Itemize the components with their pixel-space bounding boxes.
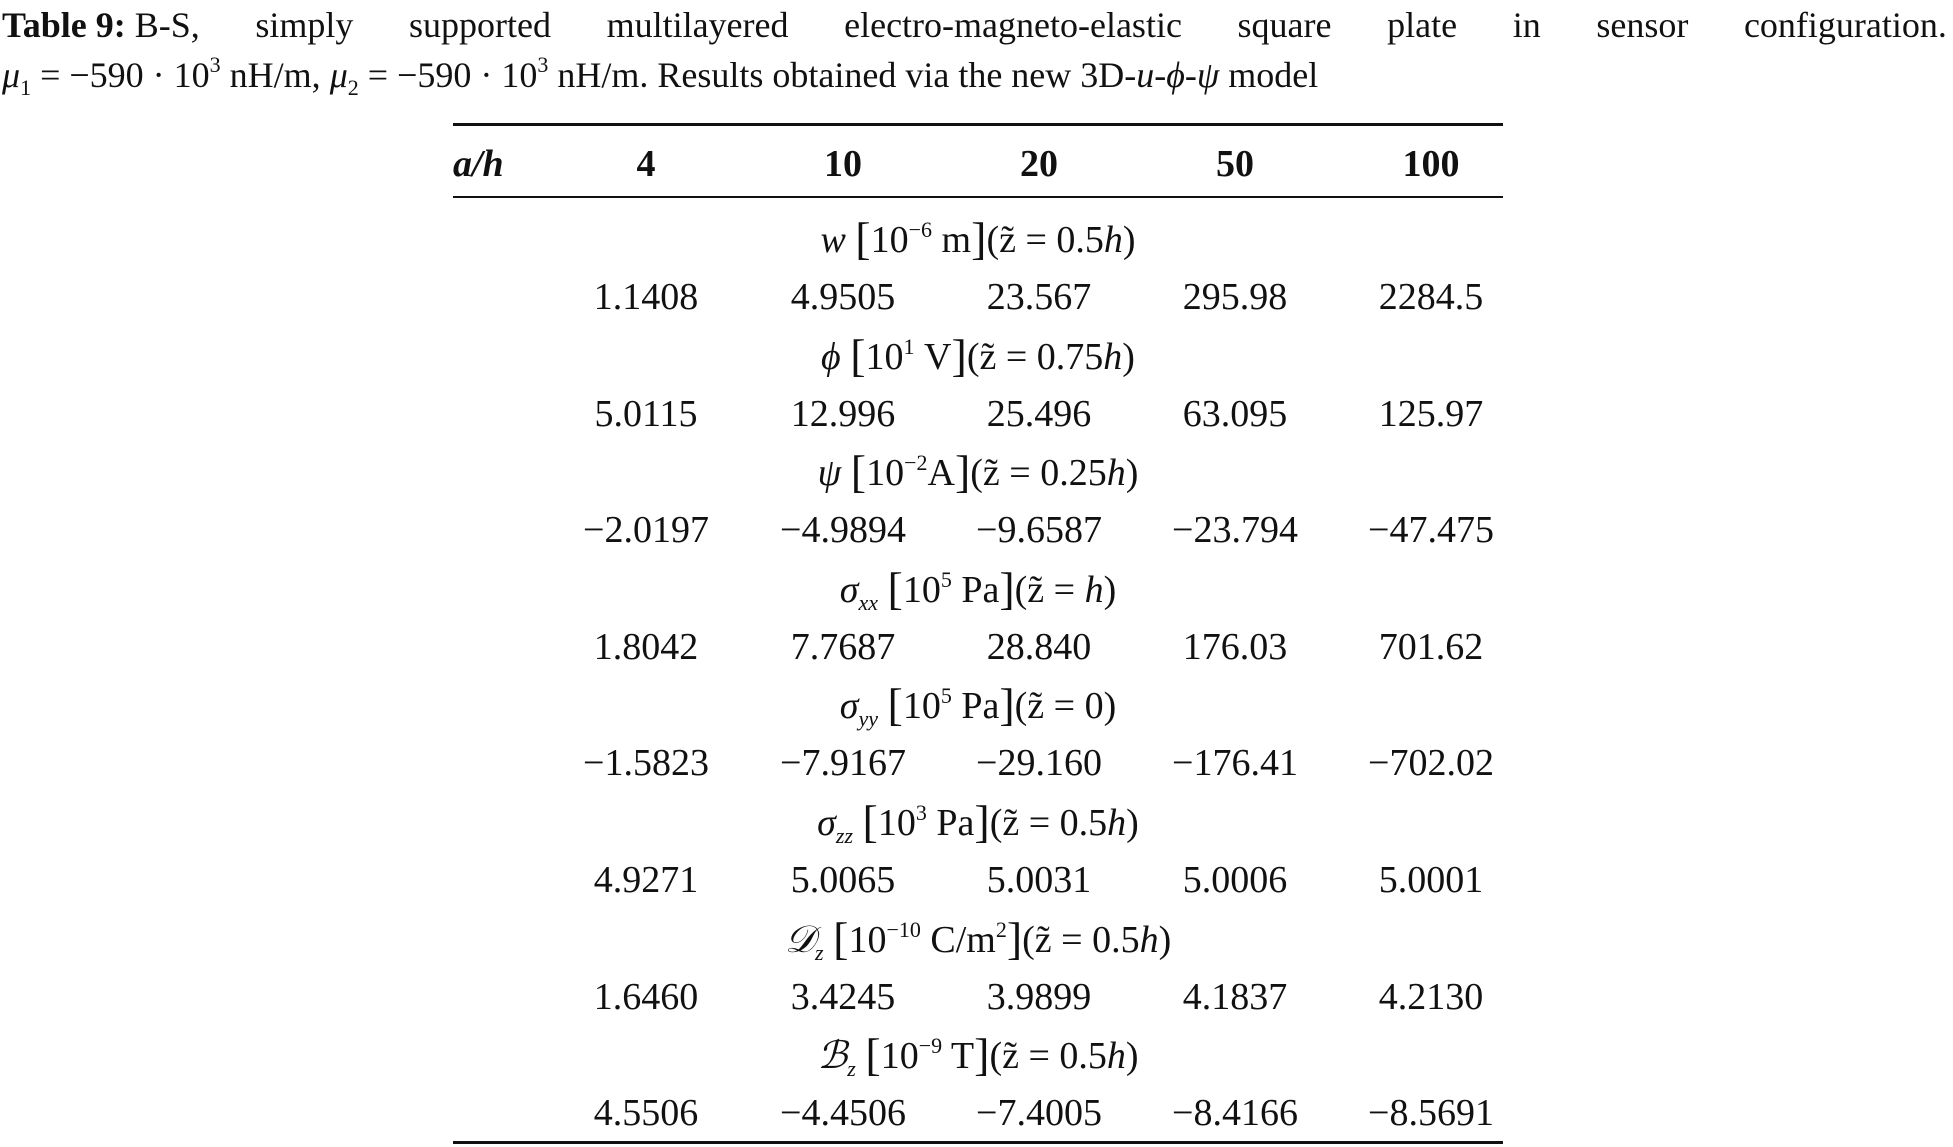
quantity-symbol: w <box>820 219 846 261</box>
value-cell: 5.0115 <box>594 392 698 435</box>
value-cell: −4.9894 <box>780 509 906 552</box>
section-heading-row: w [$10^{-6}$ m](z̃ = 0.5h) <box>820 213 1136 264</box>
table-top-rule <box>453 123 1503 126</box>
value-cell: −8.4166 <box>1172 1092 1298 1135</box>
evaluation-point: (z̃ = 0) <box>1014 685 1117 728</box>
unit: m <box>932 219 972 261</box>
value-cell: 25.496 <box>986 392 1092 435</box>
table-row <box>453 385 1503 443</box>
value-cell: −176.41 <box>1172 742 1298 785</box>
value-cell: 4.9505 <box>790 276 896 318</box>
value-cell: −23.794 <box>1172 509 1298 552</box>
scale-exponent: −2 <box>904 450 928 476</box>
quantity-symbol: σ <box>839 568 859 611</box>
evaluation-h: h <box>1103 219 1123 261</box>
scale-exponent: 5 <box>940 683 952 709</box>
value-cell: 28.840 <box>986 625 1092 668</box>
value-cell: −29.160 <box>976 742 1102 785</box>
caption-word: square <box>1237 5 1332 45</box>
caption-word: supported <box>408 5 551 45</box>
value-cell: 4.1837 <box>1182 975 1288 1018</box>
value-cell: −47.475 <box>1368 509 1494 552</box>
value-cell: 2284.5 <box>1378 276 1484 318</box>
table-row <box>453 1084 1503 1142</box>
value-cell: 12.996 <box>790 392 896 435</box>
table-row <box>453 268 1503 326</box>
header-cell: 10 <box>824 143 862 185</box>
quantity-symbol: ψ <box>817 452 842 495</box>
value-cell: −7.4005 <box>976 1092 1102 1135</box>
unit: Pa <box>926 802 975 844</box>
value-cell: 125.97 <box>1378 392 1484 435</box>
scale-exponent: −9 <box>918 1033 943 1059</box>
evaluation-h: h <box>1084 568 1104 611</box>
evaluation-point: (z̃ = 0.5 <box>989 802 1108 844</box>
scale-base: 10 <box>865 335 904 378</box>
table-header-row <box>453 135 1503 193</box>
section-heading-row: $\sigma_{yy}$ [$10^5$ Pa](z̃ = 0) <box>839 679 1117 732</box>
quantity-symbol: ϕ <box>821 335 841 378</box>
quantity-subscript: z <box>847 1056 856 1082</box>
value-cell: 4.9271 <box>593 859 699 901</box>
quantity-subscript: yy <box>858 706 878 732</box>
scale-base: 10 <box>902 568 941 611</box>
quantity-subscript: xx <box>858 589 878 615</box>
scale-base: 10 <box>870 219 909 261</box>
quantity-symbol: 𝒟 <box>784 918 816 961</box>
evaluation-h: h <box>1103 335 1123 378</box>
header-cell-a-over-h: a/h <box>453 143 504 185</box>
value-cell: 701.62 <box>1378 625 1484 668</box>
table-row <box>453 618 1503 676</box>
value-cell: −4.4506 <box>780 1092 906 1135</box>
value-cell: 3.9899 <box>986 975 1092 1018</box>
scale-exponent: 3 <box>915 800 927 825</box>
value-cell: 7.7687 <box>790 625 896 668</box>
caption-word: sensor <box>1596 5 1689 45</box>
table-row <box>453 734 1503 792</box>
scale-exponent: −10 <box>886 916 921 942</box>
header-cell: 50 <box>1216 143 1254 185</box>
table-row <box>453 851 1503 909</box>
caption-word: plate <box>1387 5 1458 45</box>
value-cell: 5.0006 <box>1182 859 1288 901</box>
unit: Pa <box>951 685 1000 728</box>
value-cell: 5.0001 <box>1378 859 1484 901</box>
evaluation-h: h <box>1106 452 1126 495</box>
value-cell: −2.0197 <box>583 509 709 552</box>
caption-word: in <box>1512 5 1541 45</box>
caption-word: electro-magneto-elastic <box>844 5 1182 45</box>
evaluation-point: (z̃ = 0.5 <box>989 1035 1107 1078</box>
unit: V <box>914 335 952 378</box>
value-cell: 4.5506 <box>593 1092 699 1135</box>
scale-base: 10 <box>877 802 916 844</box>
unit-exponent: 2 <box>995 916 1007 942</box>
value-cell: −702.02 <box>1368 742 1494 785</box>
value-cell: 5.0031 <box>986 859 1092 901</box>
unit: T <box>942 1035 975 1078</box>
section-heading-row: ℬ$_z$ [$10^{-9}$ T](z̃ = 0.5h) <box>817 1029 1139 1082</box>
quantity-subscript: zz <box>835 823 854 848</box>
table-row <box>453 968 1503 1026</box>
caption-line-2: $\mu_1 = -590 \cdot 10^3$ nH/m, $\mu_2 = -590 \cdot 10^3$ nH/m. Results obtained via the new 3D-u-ϕ-ψ model <box>2 52 1319 100</box>
value-cell: 23.567 <box>986 276 1092 318</box>
value-cell: 5.0065 <box>790 859 896 901</box>
evaluation-h: h <box>1139 918 1159 961</box>
section-heading-row: ψ $[10^{-2}A](z̃ = 0.25h)$ <box>817 446 1139 498</box>
value-cell: 1.8042 <box>593 625 699 668</box>
caption-word: multilayered <box>606 5 789 45</box>
value-cell: 295.98 <box>1182 276 1288 318</box>
value-cell: −1.5823 <box>583 742 709 785</box>
value-cell: 4.2130 <box>1378 975 1484 1018</box>
caption-line-1 <box>2 0 1947 50</box>
table-bottom-rule <box>453 1141 1503 1144</box>
quantity-subscript: z <box>815 939 824 965</box>
section-heading-row: ϕ [$10^1$ V](z̃ = 0.75h) <box>821 329 1135 381</box>
table-row <box>453 501 1503 559</box>
scale-base: 10 <box>848 918 887 961</box>
evaluation-h: h <box>1107 802 1127 844</box>
unit: A <box>927 452 955 495</box>
table-caption <box>2 0 1947 100</box>
caption-word: Table 9: B-S, <box>2 5 200 45</box>
unit: Pa <box>951 568 1000 611</box>
scale-exponent: −6 <box>908 217 933 242</box>
header-cell: 100 <box>1402 143 1460 185</box>
evaluation-point: (z̃ = 0.5 <box>986 219 1104 261</box>
table-header-rule <box>453 196 1503 198</box>
section-heading-row: $\sigma_{xx}$ [$10^5$ Pa](z̃ = h) <box>839 562 1117 615</box>
caption-word: simply <box>255 5 354 45</box>
value-cell: 1.1408 <box>593 276 699 318</box>
scale-base: 10 <box>866 452 905 495</box>
value-cell: −7.9167 <box>780 742 906 785</box>
evaluation-point: (z̃ = 0.75 <box>966 335 1104 378</box>
caption-label: Table 9: <box>2 5 126 45</box>
value-cell: 63.095 <box>1182 392 1288 435</box>
value-cell: −8.5691 <box>1368 1092 1494 1135</box>
evaluation-point: (z̃ = <box>1014 568 1085 611</box>
evaluation-point: (z̃ = 0.5 <box>1022 918 1140 961</box>
value-cell: −9.6587 <box>976 509 1102 552</box>
header-cell: 20 <box>1020 143 1058 185</box>
scale-exponent: 1 <box>903 333 915 359</box>
unit: C/m <box>920 918 996 961</box>
quantity-symbol: σ <box>839 685 859 728</box>
quantity-symbol: ℬ <box>817 1035 848 1078</box>
section-heading-row: 𝒟$_z$ [$10^{-10}$ $C/m^2](z̃ = 0.5h)$ <box>784 912 1172 965</box>
quantity-symbol: σ <box>817 802 836 844</box>
evaluation-h: h <box>1106 1035 1126 1078</box>
value-cell: 176.03 <box>1182 625 1288 668</box>
caption-word: configuration. <box>1743 5 1947 45</box>
section-heading-row: $\sigma_{zz}$ [$10^3$ Pa](z̃ = 0.5h) <box>817 796 1139 848</box>
header-cell: 4 <box>636 143 656 185</box>
scale-base: 10 <box>902 685 941 728</box>
value-cell: 3.4245 <box>790 975 896 1018</box>
value-cell: 1.6460 <box>593 975 699 1018</box>
evaluation-point: (z̃ = 0.25 <box>970 452 1107 495</box>
scale-exponent: 5 <box>940 566 952 592</box>
scale-base: 10 <box>880 1035 919 1078</box>
